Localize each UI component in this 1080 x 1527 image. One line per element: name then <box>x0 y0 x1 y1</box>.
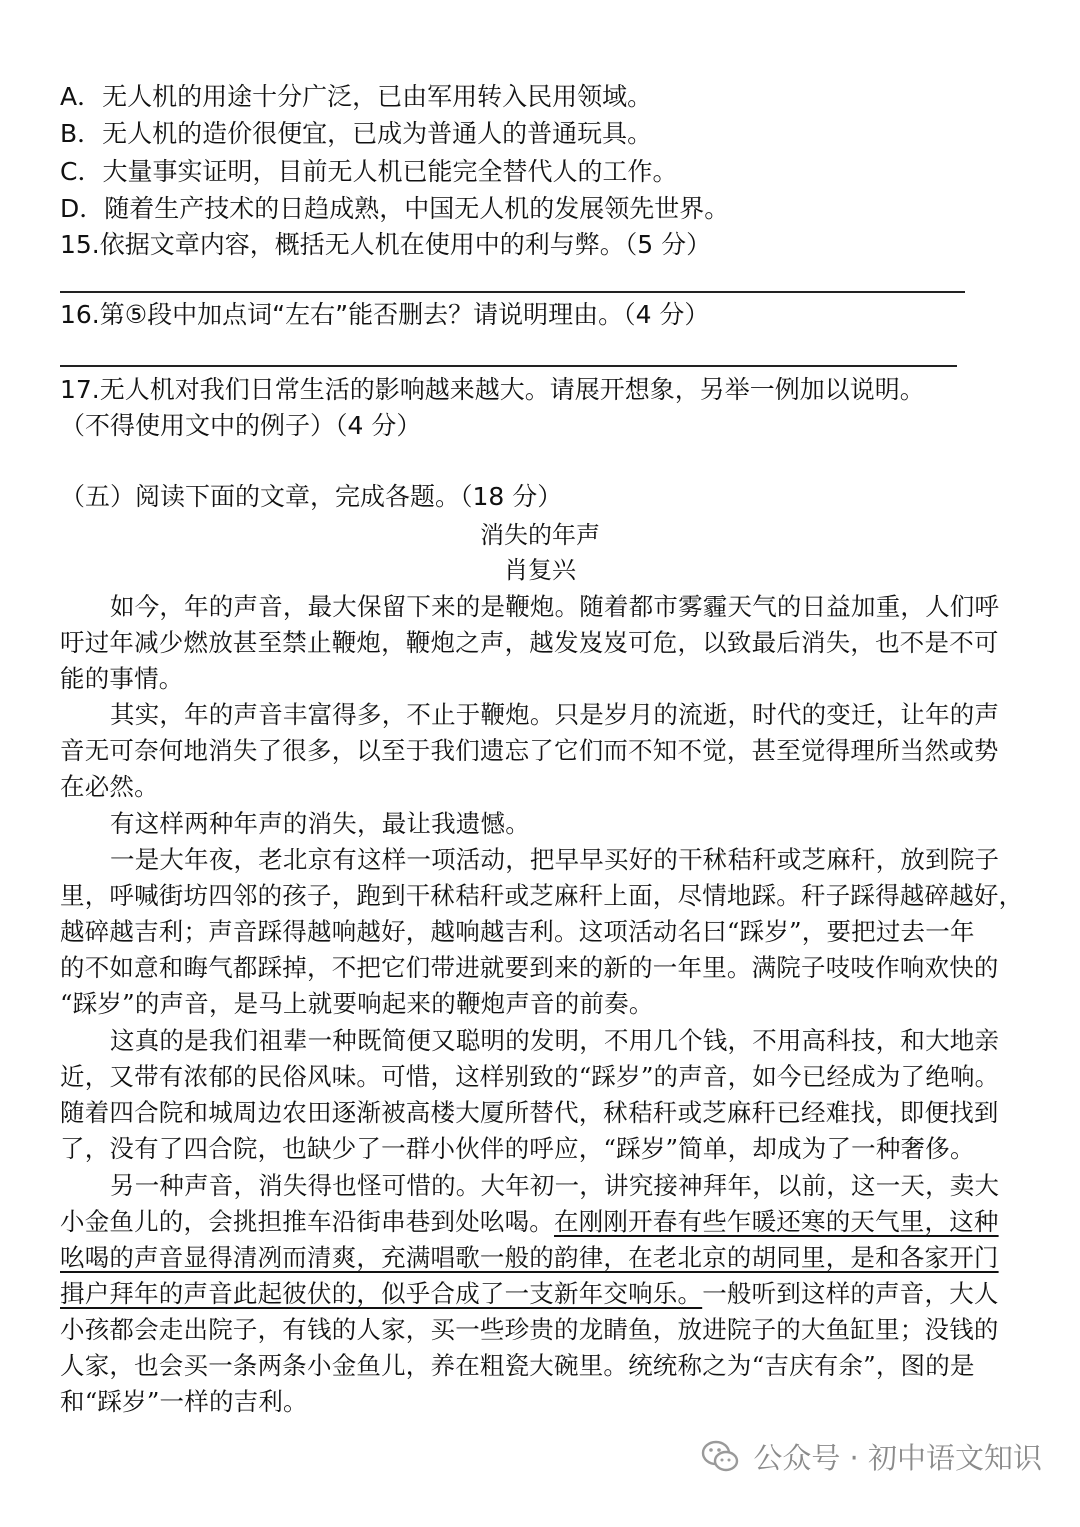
passage-line: 人家，也会买一条两条小金鱼儿，养在粗瓷大碗里。统统称之为“吉庆有余”，图的是 <box>60 1351 975 1380</box>
passage-line: 越碎越吉利；声音踩得越响越好，越响越吉利。这项活动名曰“踩岁”，要把过去一年 <box>60 917 975 946</box>
passage-line <box>60 1205 1020 1239</box>
watermark-text: 公众号 · 初中语文知识 <box>753 1441 1042 1475</box>
option-d: D．随着生产技术的日趋成熟，中国无人机的发展领先世界。 <box>60 194 730 223</box>
passage-line: 和“踩岁”一样的吉利。 <box>60 1387 308 1416</box>
passage-line: “踩岁”的声音，是马上就要响起来的鞭炮声音的前奏。 <box>60 989 654 1018</box>
passage-line: 小孩都会走出院子，有钱的人家，买一些珍贵的龙睛鱼，放进院子的大鱼缸里；没钱的 <box>60 1315 999 1344</box>
passage-segment: 小金鱼儿的，会挑担推车沿街串巷到处吆喝。 <box>60 1207 554 1236</box>
passage-line: 了，没有了四合院，也缺少了一群小伙伴的呼应，“踩岁”简单，却成为了一种奢侈。 <box>60 1134 975 1163</box>
option-c: C．大量事实证明，目前无人机已能完全替代人的工作。 <box>60 157 678 186</box>
section-heading: （五）阅读下面的文章，完成各题。（18 分） <box>60 482 563 511</box>
question-15: 15.依据文章内容，概括无人机在使用中的利与弊。（5 分） <box>60 230 712 259</box>
answer-line-15 <box>60 291 965 293</box>
question-17-line-2: （不得使用文中的例子）（4 分） <box>60 411 422 440</box>
passage-line: 里，呼喊街坊四邻的孩子，跑到干秫秸秆或芝麻秆上面，尽情地踩。秆子踩得越碎越好， <box>60 881 1024 910</box>
article-title: 消失的年声 <box>480 521 600 549</box>
option-b: B．无人机的造价很便宜，已成为普通人的普通玩具。 <box>60 119 653 148</box>
watermark <box>701 1436 1042 1477</box>
article-author: 肖复兴 <box>504 556 576 584</box>
passage-line: 有这样两种年声的消失，最让我遗憾。 <box>110 809 530 838</box>
passage-line: 的不如意和晦气都踩掉，不把它们带进就要到来的新的一年里。满院子吱吱作响欢快的 <box>60 953 999 982</box>
option-a: A．无人机的用途十分广泛，已由军用转入民用领域。 <box>60 82 653 111</box>
passage-line: 音无可奈何地消失了很多，以至于我们遗忘了它们而不知不觉，甚至觉得理所当然或势 <box>60 736 999 765</box>
wechat-icon <box>701 1440 739 1474</box>
passage-line <box>60 1277 1020 1311</box>
underlined-segment: 在刚刚开春有些乍暖还寒的天气里，这种 <box>554 1207 999 1236</box>
passage-line: 如今，年的声音，最大保留下来的是鞭炮。随着都市雾霾天气的日益加重，人们呼 <box>110 592 1000 621</box>
passage-line: 吁过年减少燃放甚至禁止鞭炮，鞭炮之声，越发岌岌可危，以致最后消失，也不是不可 <box>60 628 999 657</box>
answer-line-16 <box>60 365 957 367</box>
passage-line: 这真的是我们祖辈一种既简便又聪明的发明，不用几个钱，不用高科技，和大地亲 <box>110 1026 1000 1055</box>
question-17-line-1: 17.无人机对我们日常生活的影响越来越大。请展开想象，另举一例加以说明。 <box>60 375 925 404</box>
underlined-segment: 揖户拜年的声音此起彼伏的，似乎合成了一支新年交响乐。 <box>60 1279 703 1308</box>
passage-line: 近，又带有浓郁的民俗风味。可惜，这样别致的“踩岁”的声音，如今已经成为了绝响。 <box>60 1062 1000 1091</box>
question-16: 16.第⑤段中加点词“左右”能否删去？请说明理由。（4 分） <box>60 300 710 329</box>
passage-line <box>60 1241 1020 1275</box>
passage-line: 能的事情。 <box>60 664 184 693</box>
passage-line: 另一种声音，消失得也怪可惜的。大年初一，讲究接神拜年，以前，这一天，卖大 <box>110 1171 1000 1200</box>
underlined-segment: 吆喝的声音显得清冽而清爽，充满唱歌一般的韵律，在老北京的胡同里，是和各家开门 <box>60 1243 999 1272</box>
passage-line: 在必然。 <box>60 772 159 801</box>
passage-line: 一是大年夜，老北京有这样一项活动，把早早买好的干秫秸秆或芝麻秆，放到院子 <box>110 845 1000 874</box>
passage-line: 其实，年的声音丰富得多，不止于鞭炮。只是岁月的流逝，时代的变迁，让年的声 <box>110 700 1000 729</box>
passage-line: 随着四合院和城周边农田逐渐被高楼大厦所替代，秫秸秆或芝麻秆已经难找，即便找到 <box>60 1098 999 1127</box>
passage-segment: 一般听到这样的声音，大人 <box>702 1279 999 1308</box>
